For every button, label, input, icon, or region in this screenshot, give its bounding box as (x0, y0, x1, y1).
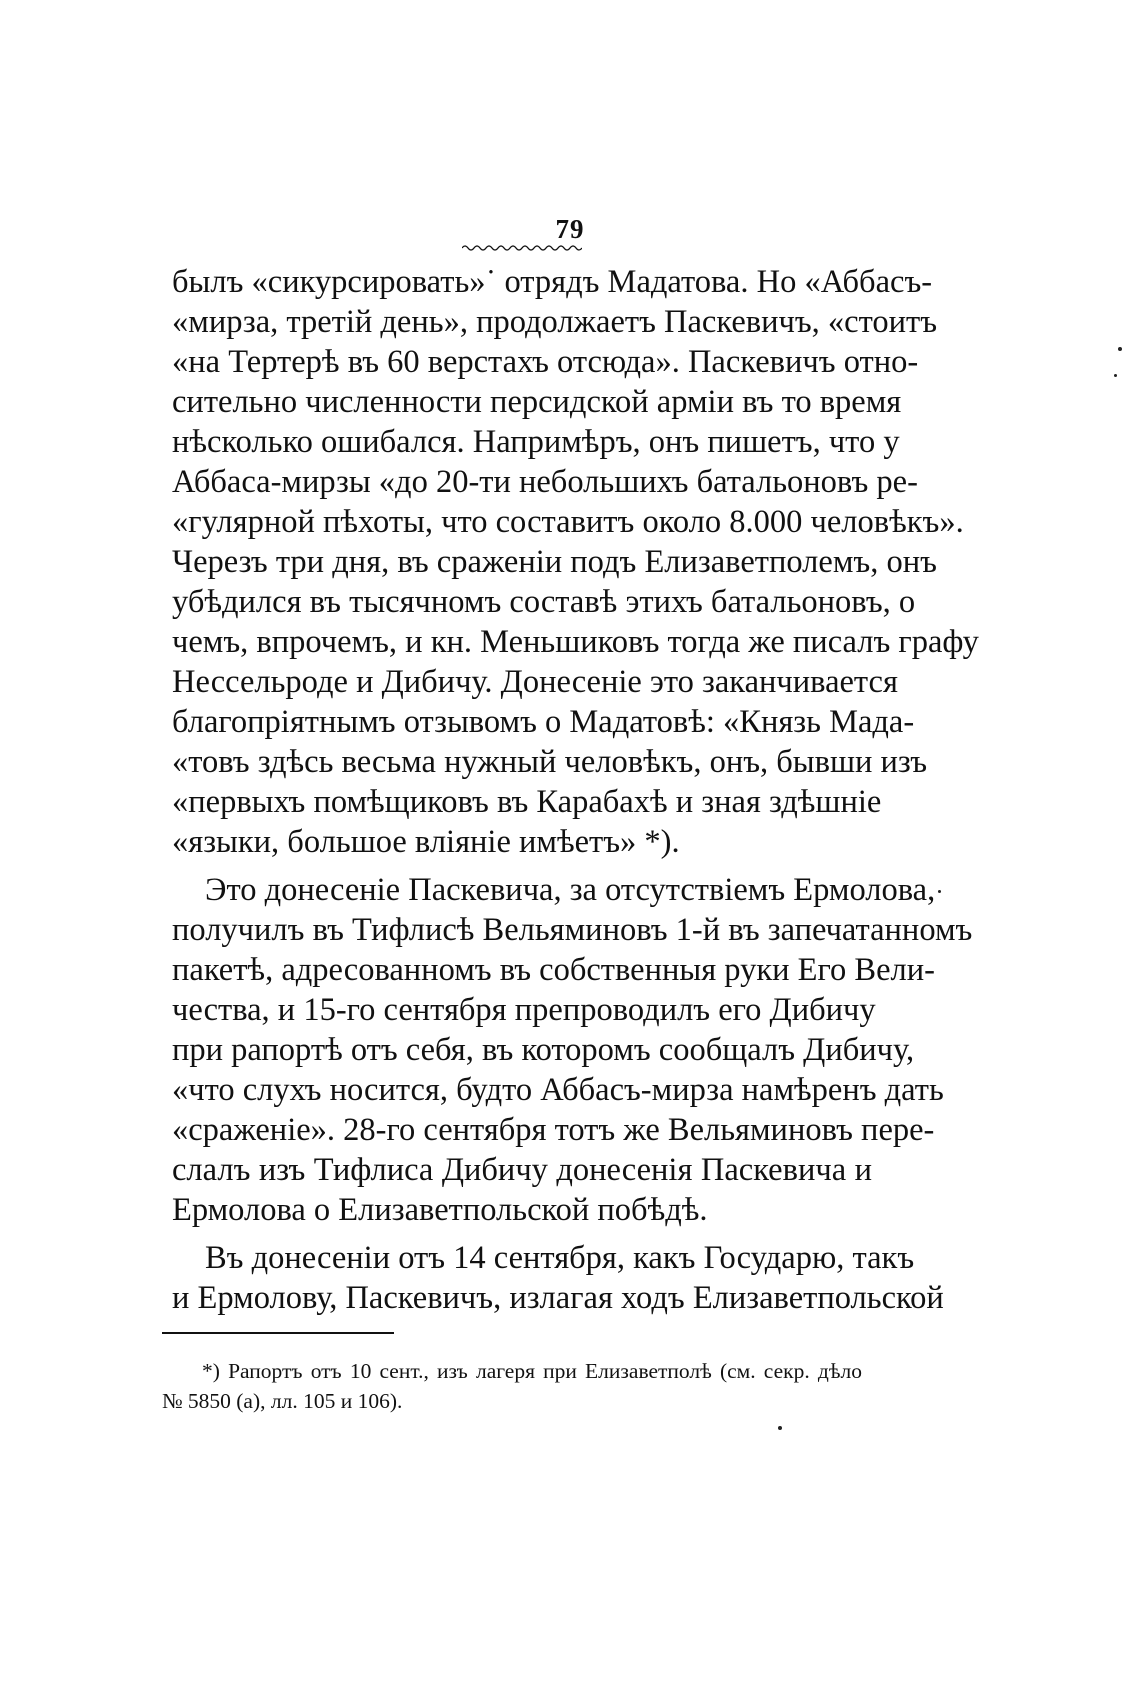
text-line: благопріятнымъ отзывомъ о Мадатовѣ: «Князь Мада- (172, 704, 915, 740)
scan-speck (1114, 374, 1117, 377)
text-line: получилъ въ Тифлисѣ Вельяминовъ 1-й въ запечатанномъ (172, 912, 973, 948)
text-line: чества, и 15-го сентября препроводилъ его Дибичу (172, 992, 876, 1028)
text-line: «сраженіе». 28-го сентября тотъ же Вельяминовъ пере- (172, 1112, 935, 1148)
text-line: «на Тертерѣ въ 60 верстахъ отсюда». Паскевичъ отно- (172, 344, 919, 380)
scan-speck (938, 890, 941, 893)
text-line: Это донесеніе Паскевича, за отсутствіемъ Ермолова, (205, 872, 936, 908)
text-line: и Ермолову, Паскевичъ, излагая ходъ Елизаветпольской (172, 1280, 944, 1316)
text-line: при рапортѣ отъ себя, въ которомъ сообщалъ Дибичу, (172, 1032, 915, 1068)
text-line: пакетѣ, адресованномъ въ собственныя руки Его Вели- (172, 952, 935, 988)
footnote-divider (162, 1332, 394, 1334)
paragraph-2 (172, 870, 973, 1230)
text-line: «товъ здѣсь весьма нужный человѣкъ, онъ, бывши изъ (172, 744, 928, 780)
text-line: Въ донесеніи отъ 14 сентября, какъ Государю, такъ (205, 1240, 915, 1276)
main-text (172, 262, 979, 1318)
text-line: «языки, большое вліяніе имѣетъ» *). (172, 824, 680, 860)
text-line: Аббаса-мирзы «до 20-ти небольшихъ батальоновъ ре- (172, 464, 918, 500)
text-line: «первыхъ помѣщиковъ въ Карабахѣ и зная здѣшніе (172, 784, 882, 820)
page-number: 79 (555, 214, 585, 244)
text-line: убѣдился въ тысячномъ составѣ этихъ батальоновъ, о (172, 584, 916, 620)
text-line: слалъ изъ Тифлиса Дибичу донесенія Паскевича и (172, 1152, 872, 1188)
footnote-line: *) Рапортъ отъ 10 сент., изъ лагеря при Елизаветполѣ (см. секр. дѣло (202, 1359, 862, 1383)
paragraph-1 (172, 262, 979, 862)
text-line: чемъ, впрочемъ, и кн. Меньшиковъ тогда же писалъ графу (172, 624, 979, 660)
text-line: «мирза, третій день», продолжаетъ Паскевичъ, «стоитъ (172, 304, 938, 340)
footnote (162, 1356, 862, 1416)
text-line: сительно численности персидской арміи въ то время (172, 384, 902, 420)
page-number-ornament (462, 244, 582, 252)
text-line: «гулярной пѣхоты, что составитъ около 8.000 человѣкъ». (172, 504, 964, 540)
text-line: былъ «сикурсировать»˙ отрядъ Мадатова. Но «Аббасъ- (172, 264, 933, 300)
text-line: нѣсколько ошибался. Напримѣръ, онъ пишетъ, что у (172, 424, 900, 460)
text-line: Черезъ три дня, въ сраженіи подъ Елизаветполемъ, онъ (172, 544, 937, 580)
scan-speck (778, 1426, 782, 1430)
paragraph-3 (172, 1238, 944, 1318)
text-line: Ермолова о Елизаветпольской побѣдѣ. (172, 1192, 708, 1228)
scan-speck (1118, 347, 1122, 351)
text-line: «что слухъ носится, будто Аббасъ-мирза намѣренъ дать (172, 1072, 944, 1108)
footnote-line: № 5850 (а), лл. 105 и 106). (162, 1389, 403, 1413)
text-line: Нессельроде и Дибичу. Донесеніе это заканчивается (172, 664, 898, 700)
